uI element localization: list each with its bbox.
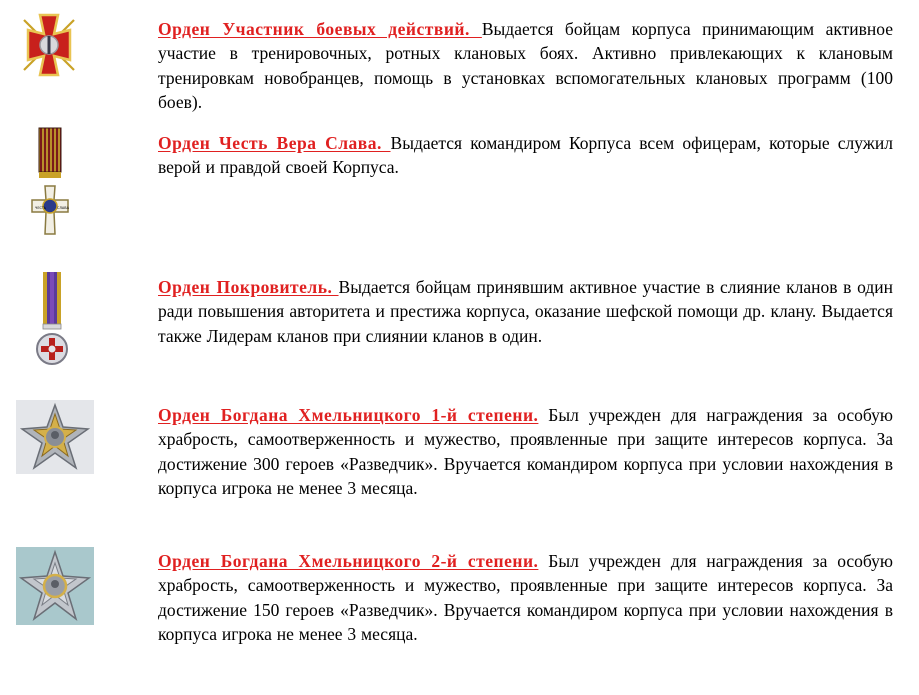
red-cross-order-icon — [12, 12, 86, 78]
star-order-second-degree-icon — [16, 547, 94, 625]
order-paragraph — [158, 549, 893, 646]
order-description: Был учрежден для награждения за особую храбрость, самоотверженность и мужество, проявленные при защите интересов корпуса. За достижение 150 героев «Разведчик». Вручается командиром корпуса при условии нахождения в корпуса игрока не менее 3 месяца. — [158, 551, 893, 644]
ribbon-round-medal-icon — [36, 268, 70, 376]
order-entry-patron — [158, 275, 893, 348]
order-title: Орден Честь Вера Слава. — [158, 133, 391, 153]
order-description: Выдается командиром Корпуса всем офицерам, которые служил верой и правдой своей Корпуса. — [158, 133, 893, 178]
star-order-first-degree-icon — [16, 400, 94, 474]
order-title: Орден Участник боевых действий. — [158, 19, 482, 39]
order-paragraph — [158, 17, 893, 114]
order-paragraph — [158, 131, 893, 180]
medal-left-inscription: ЧЕСТЬ — [35, 206, 47, 210]
order-description: Выдается бойцам принявшим активное участие в слияние кланов в один ради повышения авторитета и престижа корпуса, оказание шефской помощи др. клану. Выдается также Лидерам кланов при слиянии кланов в один. — [158, 277, 894, 346]
order-paragraph — [158, 403, 893, 500]
order-paragraph — [158, 275, 893, 348]
medal-right-inscription: СЛАВА — [57, 206, 69, 210]
order-description: Выдается бойцам корпуса принимающим активное участие в тренировочных, ротных клановых боях. Активно привлекающих к клановым тренировкам новобранцев, помощь в установках вспомогательных клановых программ (100 боев). — [158, 19, 893, 112]
order-entry-khmelnitsky-second — [158, 549, 893, 646]
order-entry-honor-faith-glory — [158, 131, 893, 180]
order-entry-combat-participant — [158, 17, 893, 114]
order-title: Орден Богдана Хмельницкого 2-й степени. — [158, 551, 539, 571]
ribbon-cross-medal-icon — [24, 126, 82, 244]
order-description: Был учрежден для награждения за особую храбрость, самоотверженность и мужество, проявленные при защите интересов корпуса. За достижение 300 героев «Разведчик». Вручается командиром корпуса при условии нахождения в корпуса игрока не менее 3 месяца. — [158, 405, 893, 498]
order-entry-khmelnitsky-first — [158, 403, 893, 500]
order-title: Орден Покровитель. — [158, 277, 339, 297]
order-title: Орден Богдана Хмельницкого 1-й степени. — [158, 405, 539, 425]
